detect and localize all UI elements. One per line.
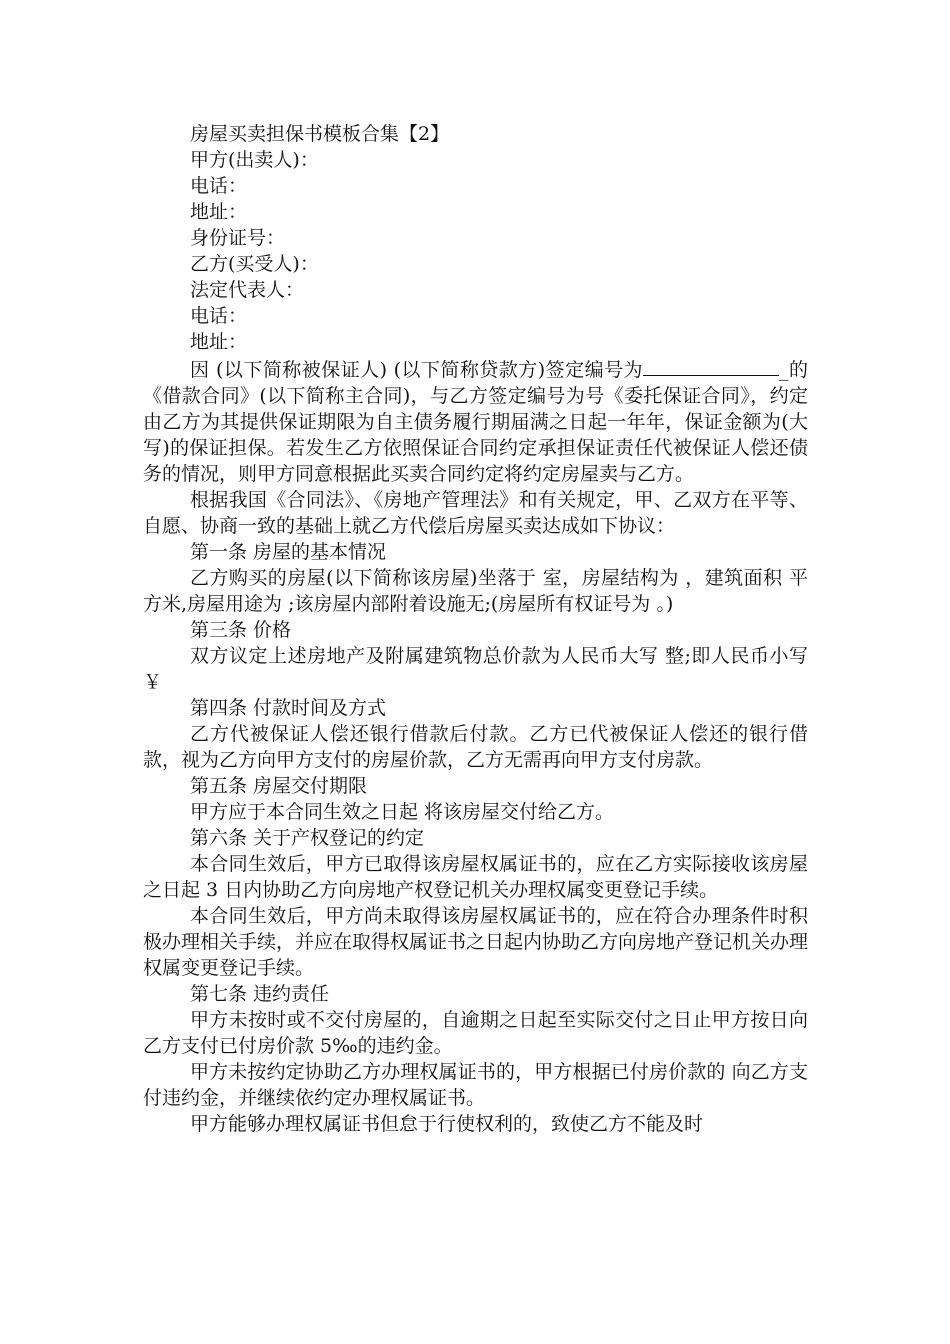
party-b-phone: 电话：: [190, 305, 248, 327]
contract-number-blank-2: [721, 355, 779, 376]
article-6-body-2: 本合同生效后，甲方尚未取得该房屋权属证书的，应在符合办理条件时积极办理相关手续，并应在取得权属证书之日起内协助乙方向房地产登记机关办理权属变更登记手续。: [143, 905, 809, 979]
intro-text-1: 因 (以下简称被保证人) (以下简称贷款方)签定编号为: [190, 359, 644, 381]
article-1-body: 乙方购买的房屋(以下简称该房屋)坐落于 室，房屋结构为 ，建筑面积 平方米,房屋用途为 ;该房屋内部附着设施无;(房屋所有权证号为 。): [143, 567, 808, 615]
article-7-body-3: 甲方能够办理权属证书但怠于行使权利的，致使乙方不能及时: [190, 1113, 704, 1135]
article-4-heading: 第四条 付款时间及方式: [190, 697, 387, 719]
party-a-label: 甲方(出卖人)：: [190, 149, 319, 171]
party-a-phone: 电话：: [190, 175, 248, 197]
party-a-id-number: 身份证号：: [190, 227, 286, 249]
article-7-heading: 第七条 违约责任: [190, 983, 330, 1005]
article-3-body: 双方议定上述房地产及附属建筑物总价款为人民币大写 整;即人民币小写￥: [143, 645, 808, 693]
party-b-label: 乙方(买受人)：: [190, 253, 319, 275]
document-title: 房屋买卖担保书模板合集【2】: [190, 123, 450, 145]
article-7-body-1: 甲方未按时或不交付房屋的，自逾期之日起至实际交付之日止甲方按日向乙方支付已付房价款 5‰的违约金。: [143, 1009, 808, 1057]
article-6-body-1: 本合同生效后，甲方已取得该房屋权属证书的，应在乙方实际接收该房屋之日起 3 日内协助乙方向房地产权登记机关办理权属变更登记手续。: [143, 853, 808, 901]
article-1-heading: 第一条 房屋的基本情况: [190, 541, 387, 563]
article-7-body-2: 甲方未按约定协助乙方办理权属证书的，甲方根据已付房价款的 向乙方支付违约金，并继续依约定办理权属证书。: [143, 1061, 808, 1109]
article-3-heading: 第三条 价格: [190, 619, 292, 641]
contract-number-blank: [643, 355, 721, 376]
article-4-body: 乙方代被保证人偿还银行借款后付款。乙方已代被保证人偿还的银行借款，视为乙方向甲方支付的房屋价款，乙方无需再向甲方支付房款。: [143, 723, 808, 771]
party-b-address: 地址：: [190, 331, 248, 353]
basis-paragraph: 根据我国《合同法》、《房地产管理法》和有关规定，甲、乙双方在平等、自愿、协商一致的基础上就乙方代偿后房屋买卖达成如下协议：: [143, 489, 808, 537]
document-body: [143, 121, 808, 1137]
intro-text-2: _的《借款合同》(以下简称主合同)，与乙方签定编号为号《委托保证合同》，约定由乙方为其提供保证期限为自主债务履行期届满之日起一年年，保证金额为(大写)的保证担保。若发生乙方依照保证合同约定承担保证责任代被保证人偿还债务的情况，则甲方同意根据此买卖合同约定将约定房屋卖与乙方。: [143, 359, 808, 485]
article-6-heading: 第六条 关于产权登记的约定: [190, 827, 425, 849]
intro-paragraph: [143, 355, 808, 487]
article-5-heading: 第五条 房屋交付期限: [190, 775, 368, 797]
party-a-address: 地址：: [190, 201, 248, 223]
party-b-legal-representative: 法定代表人：: [190, 279, 305, 301]
article-5-body: 甲方应于本合同生效之日起 将该房屋交付给乙方。: [190, 801, 615, 823]
